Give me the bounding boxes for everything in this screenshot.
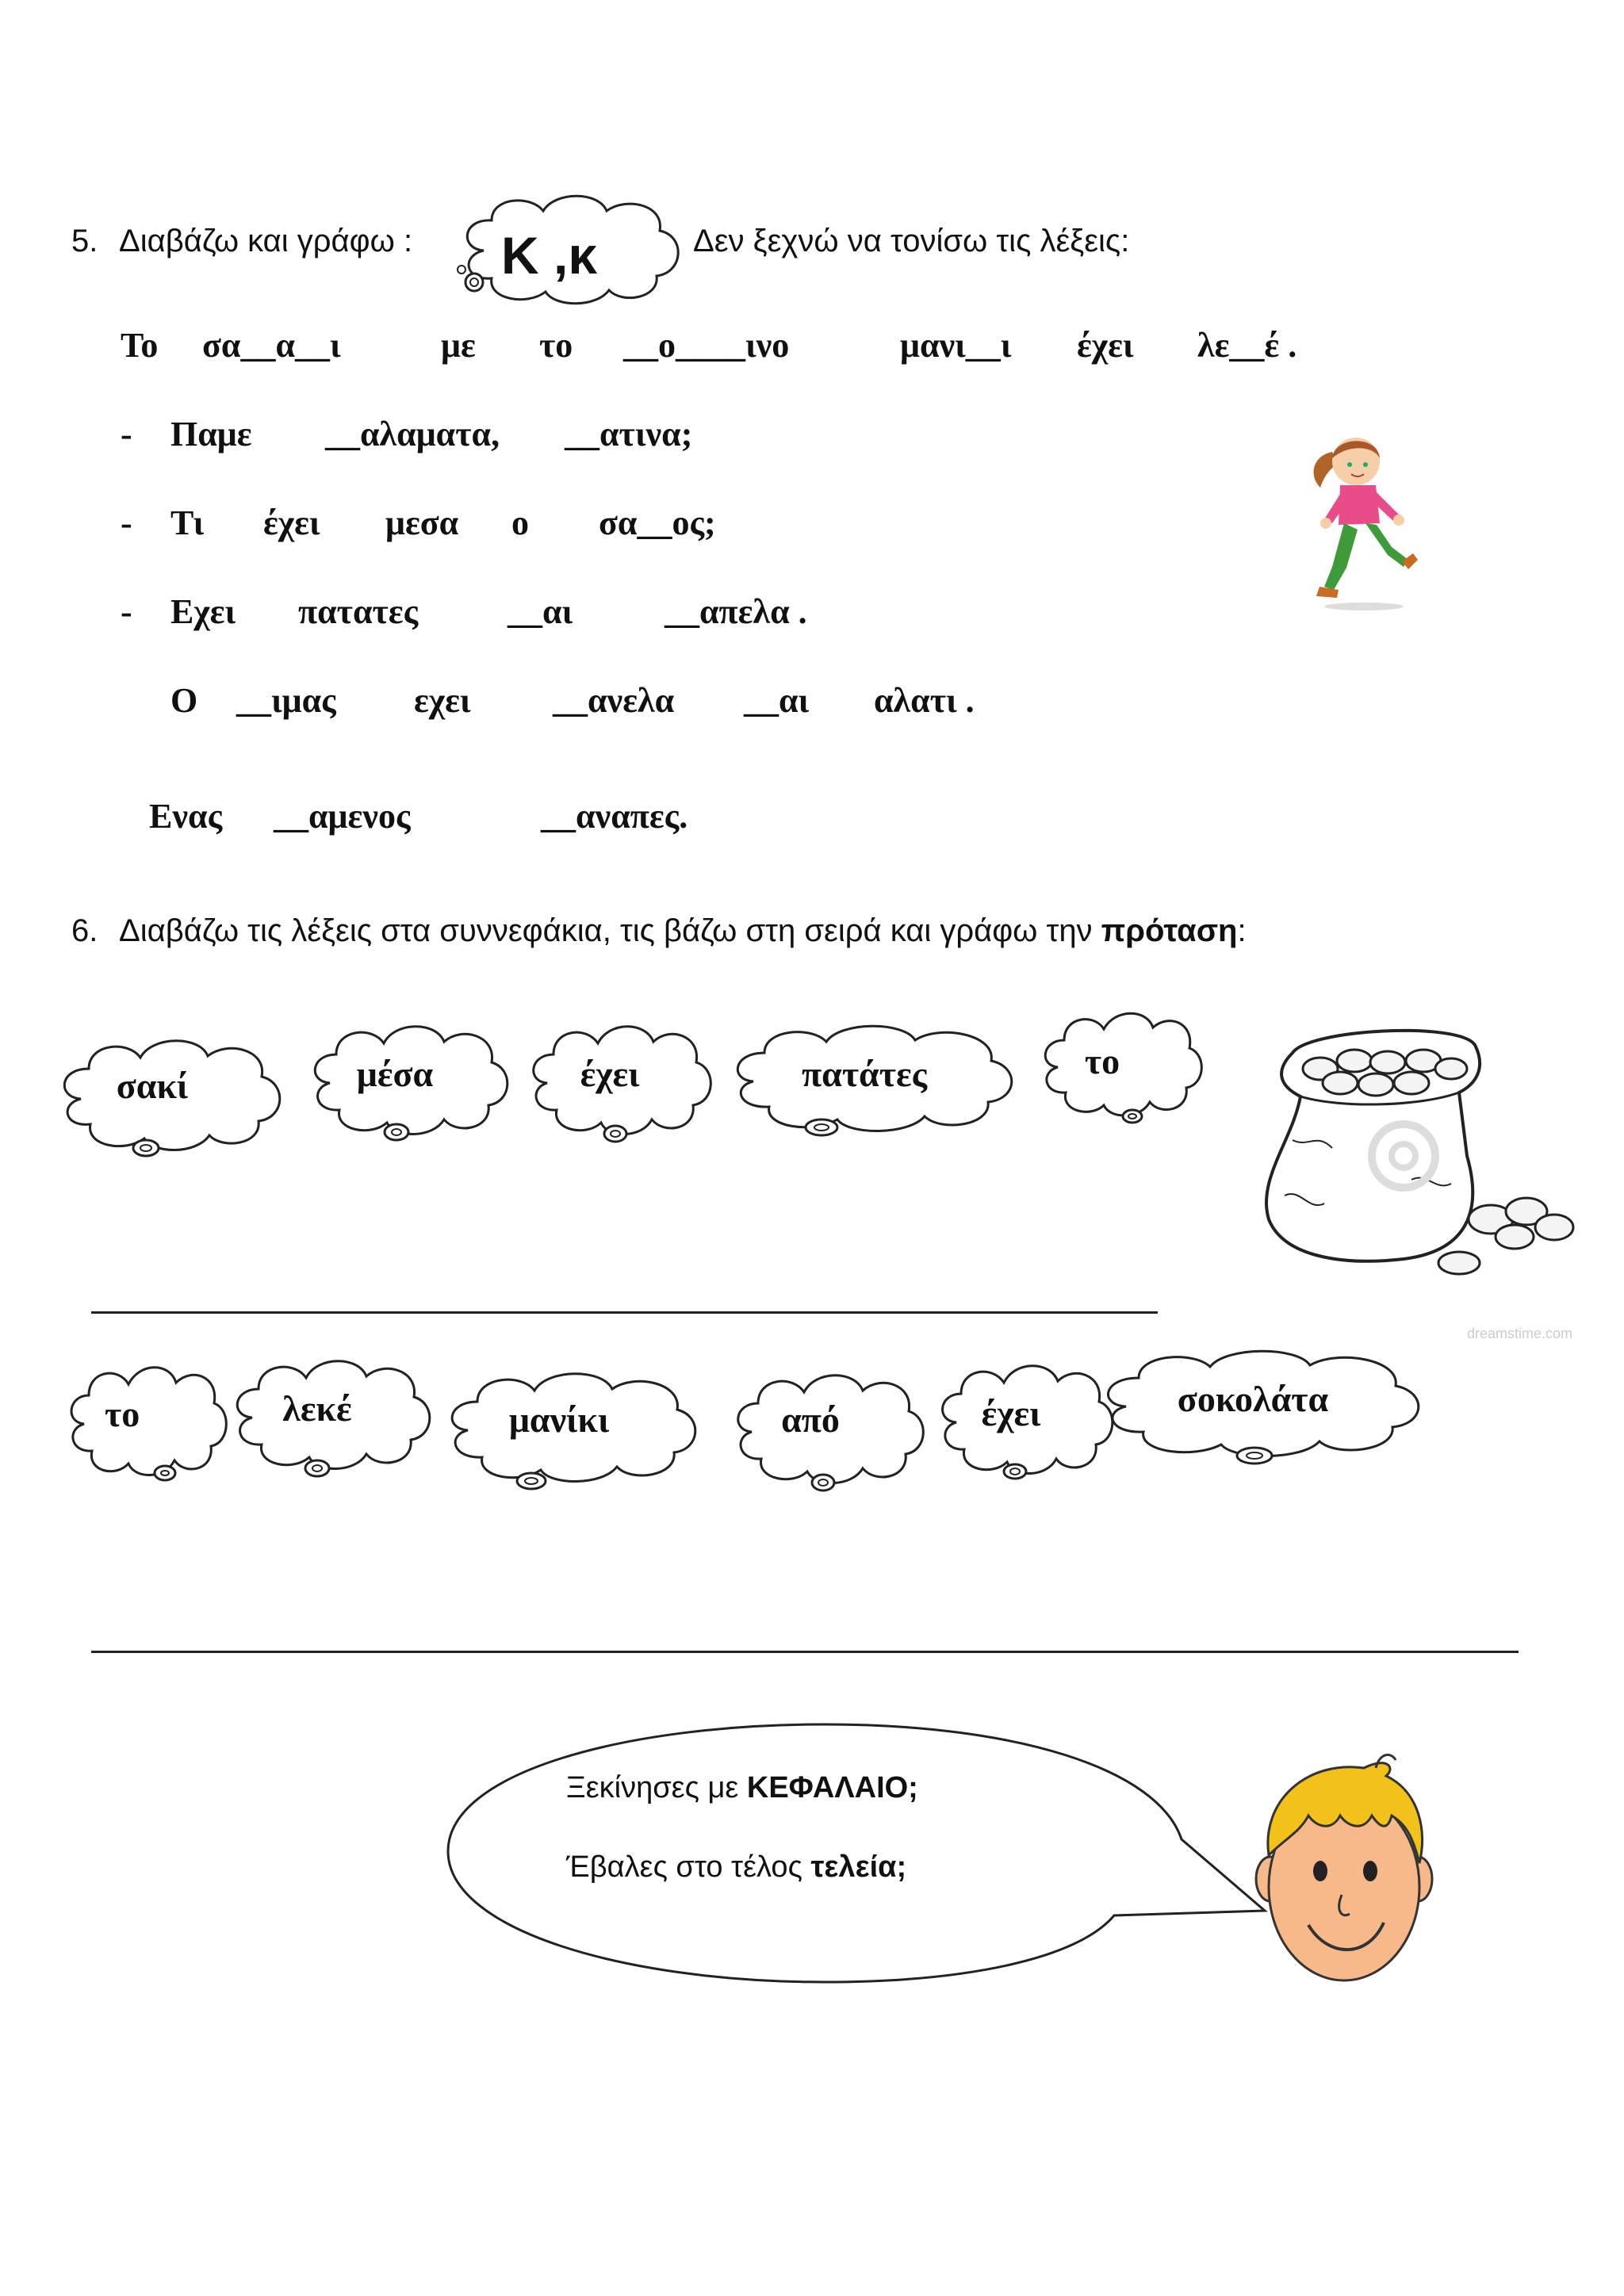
- ex5-line2-word: __ατινα;: [565, 415, 693, 453]
- cloud-word-saki: σακί: [116, 1066, 189, 1106]
- ex5-line1-word: με: [441, 326, 476, 365]
- ex5-line3-word: σα__ος;: [599, 503, 716, 542]
- ex5-line1-word: μανι__ι: [900, 326, 1012, 365]
- exercise-5-note: Δεν ξεχνώ να τονίσω τις λέξεις:: [693, 224, 1130, 258]
- ex5-line4-dash: -: [121, 592, 132, 631]
- reminder-text: Έβαλες στο τέλος: [566, 1850, 811, 1884]
- cloud-letters: Κ ,κ: [501, 226, 598, 285]
- ex5-line1-word: το: [539, 326, 573, 365]
- ex5-line1-word: έχει: [1077, 326, 1134, 365]
- answer-line-2[interactable]: [91, 1651, 1519, 1653]
- cloud-word-sokolata: σοκολάτα: [1177, 1379, 1329, 1419]
- instruction-bold-word: πρόταση: [1101, 913, 1238, 948]
- ex5-line5-word: __ιμας: [236, 681, 336, 720]
- ex5-line5-word: Ο: [170, 681, 198, 720]
- ex5-line3-word: μεσα: [385, 503, 459, 542]
- exercise-6-number: 6.: [71, 913, 98, 948]
- ex5-line4-word: __απελα .: [665, 592, 807, 631]
- ex5-line6-word: __αμενος: [274, 797, 411, 836]
- ex5-line3-dash: -: [121, 503, 132, 542]
- instruction-text: Διαβάζω τις λέξεις στα συννεφάκια, τις βάζω στη σειρά και γράφω την: [119, 913, 1101, 948]
- potato-sack-image: [1261, 1021, 1578, 1291]
- cloud-word-mesa: μέσα: [356, 1054, 434, 1094]
- ex5-line4-word: πατατες: [298, 592, 419, 631]
- cloud-word-exei: έχει: [981, 1393, 1041, 1433]
- running-girl-image: [1300, 428, 1427, 610]
- reminder-line-2: [566, 1850, 906, 1885]
- ex5-line5-word: __ανελα: [553, 681, 675, 720]
- ex5-line1-word: λε__έ .: [1197, 326, 1297, 365]
- boy-face-image: [1253, 1752, 1435, 1990]
- ex5-line1-word: __ο____ινο: [623, 326, 790, 365]
- ex5-line6-word: __αναπες.: [541, 797, 688, 836]
- ex5-line3-word: έχει: [263, 503, 320, 542]
- ex5-line4-word: Εχει: [170, 592, 236, 631]
- ex5-line1-word: Το: [121, 326, 159, 365]
- reminder-line-1: [566, 1771, 918, 1805]
- reminder-text: Ξεκίνησες με: [566, 1771, 747, 1804]
- cloud-word-leke: λεκέ: [282, 1388, 352, 1429]
- cloud-word-apo: από: [781, 1399, 840, 1440]
- ex5-line3-word: ο: [511, 503, 529, 542]
- exercise-5-instruction: Διαβάζω και γράφω :: [119, 224, 413, 258]
- ex5-line3-word: Τι: [170, 503, 205, 542]
- cloud-word-maniki: μανίκι: [508, 1399, 610, 1440]
- watermark: dreamstime.com: [1467, 1326, 1573, 1341]
- reminder-bold: ΚΕΦΑΛΑΙΟ;: [746, 1771, 918, 1804]
- cloud-word-exei: έχει: [580, 1054, 640, 1094]
- ex5-line5-word: αλατι .: [874, 681, 975, 720]
- instruction-end: :: [1237, 913, 1247, 948]
- cloud-word-patates: πατάτες: [801, 1054, 927, 1094]
- ex5-line2-word: Παμε: [170, 415, 252, 453]
- ex5-line5-word: __αι: [744, 681, 810, 720]
- ex5-line2-word: __αλαματα,: [325, 415, 500, 453]
- answer-line-1[interactable]: [91, 1311, 1158, 1314]
- exercise-6-instruction: [119, 913, 1247, 949]
- ex5-line4-word: __αι: [508, 592, 573, 631]
- cloud-word-to: το: [105, 1394, 140, 1434]
- ex5-line6-word: Ενας: [149, 797, 223, 836]
- reminder-bold: τελεία;: [810, 1850, 907, 1884]
- ex5-line2-dash: -: [121, 415, 132, 453]
- cloud-word-to: το: [1084, 1041, 1120, 1081]
- ex5-line1-word: σα__α__ι: [202, 326, 341, 365]
- exercise-5-number: 5.: [71, 224, 98, 258]
- ex5-line5-word: εχει: [414, 681, 471, 720]
